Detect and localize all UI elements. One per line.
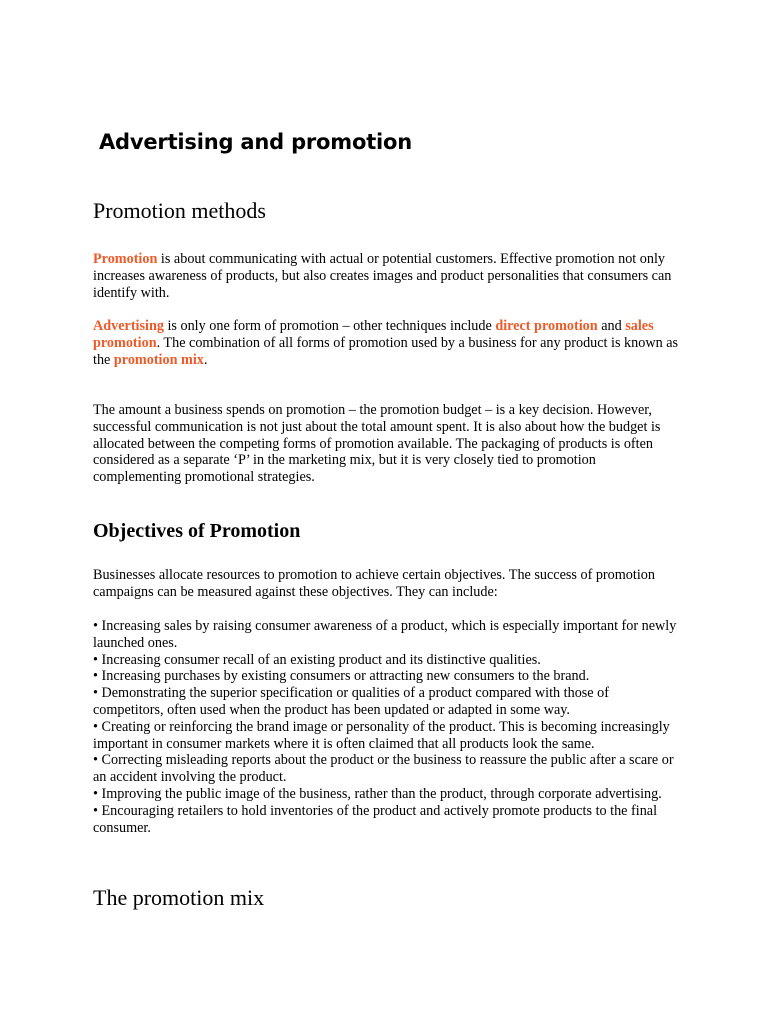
term-direct-promotion: direct promotion [495, 318, 598, 334]
paragraph-advertising [93, 318, 683, 368]
list-item: • Encouraging retailers to hold inventories of the product and actively promote products to the final consumer. [93, 802, 658, 836]
paragraph-objectives-intro: Businesses allocate resources to promotion to achieve certain objectives. The success of promotion campaigns can be measured against these objectives. They can include: [93, 567, 655, 600]
paragraph-text: . [203, 351, 208, 368]
heading-objectives-of-promotion: Objectives of Promotion [93, 520, 301, 542]
paragraph-text: and [597, 318, 626, 334]
paragraph-text: is about communicating with actual or potential customers. Effective promotion not only increases awareness of products, but also creates images and product personalities that consumers can identify with. [93, 251, 672, 301]
list-item: • Correcting misleading reports about the product or the business to reassure the public after a scare or an accident involving the product. [93, 752, 674, 786]
paragraph-promotion-definition [93, 251, 683, 301]
heading-the-promotion-mix: The promotion mix [93, 885, 265, 910]
term-sales-promotion: sales promotion [93, 318, 654, 351]
list-item: • Demonstrating the superior specification or qualities of a product compared with those of competitors, often used when the product has been updated or adapted in some way. [93, 685, 609, 718]
heading-promotion-methods: Promotion methods [93, 198, 266, 223]
paragraph-promotion-budget: The amount a business spends on promotion – the promotion budget – is a key decision. However, successful communication is not just about the total amount spent. It is also about how the budget is allocated between the competing forms of promotion available. The packaging of products is often considered as a separate ‘P’ in the marketing mix, but it is very closely tied to promotion complementing promotional strategies. [93, 402, 661, 486]
term-promotion: Promotion [93, 251, 158, 267]
list-item: • Increasing sales by raising consumer awareness of a product, which is especially important for newly launched ones. [93, 618, 677, 651]
term-advertising: Advertising [93, 318, 164, 334]
document-title: Advertising and promotion [99, 130, 413, 154]
objectives-list [93, 618, 683, 836]
paragraph-text: is only one form of promotion – other techniques include [163, 318, 496, 334]
list-item: • Creating or reinforcing the brand image or personality of the product. This is becoming increasingly important in consumer markets where it is often claimed that all products look the same. [93, 718, 670, 752]
list-item: • Improving the public image of the business, rather than the product, through corporate advertising. [93, 785, 662, 802]
paragraph-text: . The combination of all forms of promotion used by a business for any product is known as the [93, 334, 679, 368]
list-item: • Increasing purchases by existing consumers or attracting new consumers to the brand. [93, 668, 590, 685]
list-item: • Increasing consumer recall of an existing product and its distinctive qualities. [93, 651, 541, 668]
term-promotion-mix: promotion mix [113, 351, 204, 368]
